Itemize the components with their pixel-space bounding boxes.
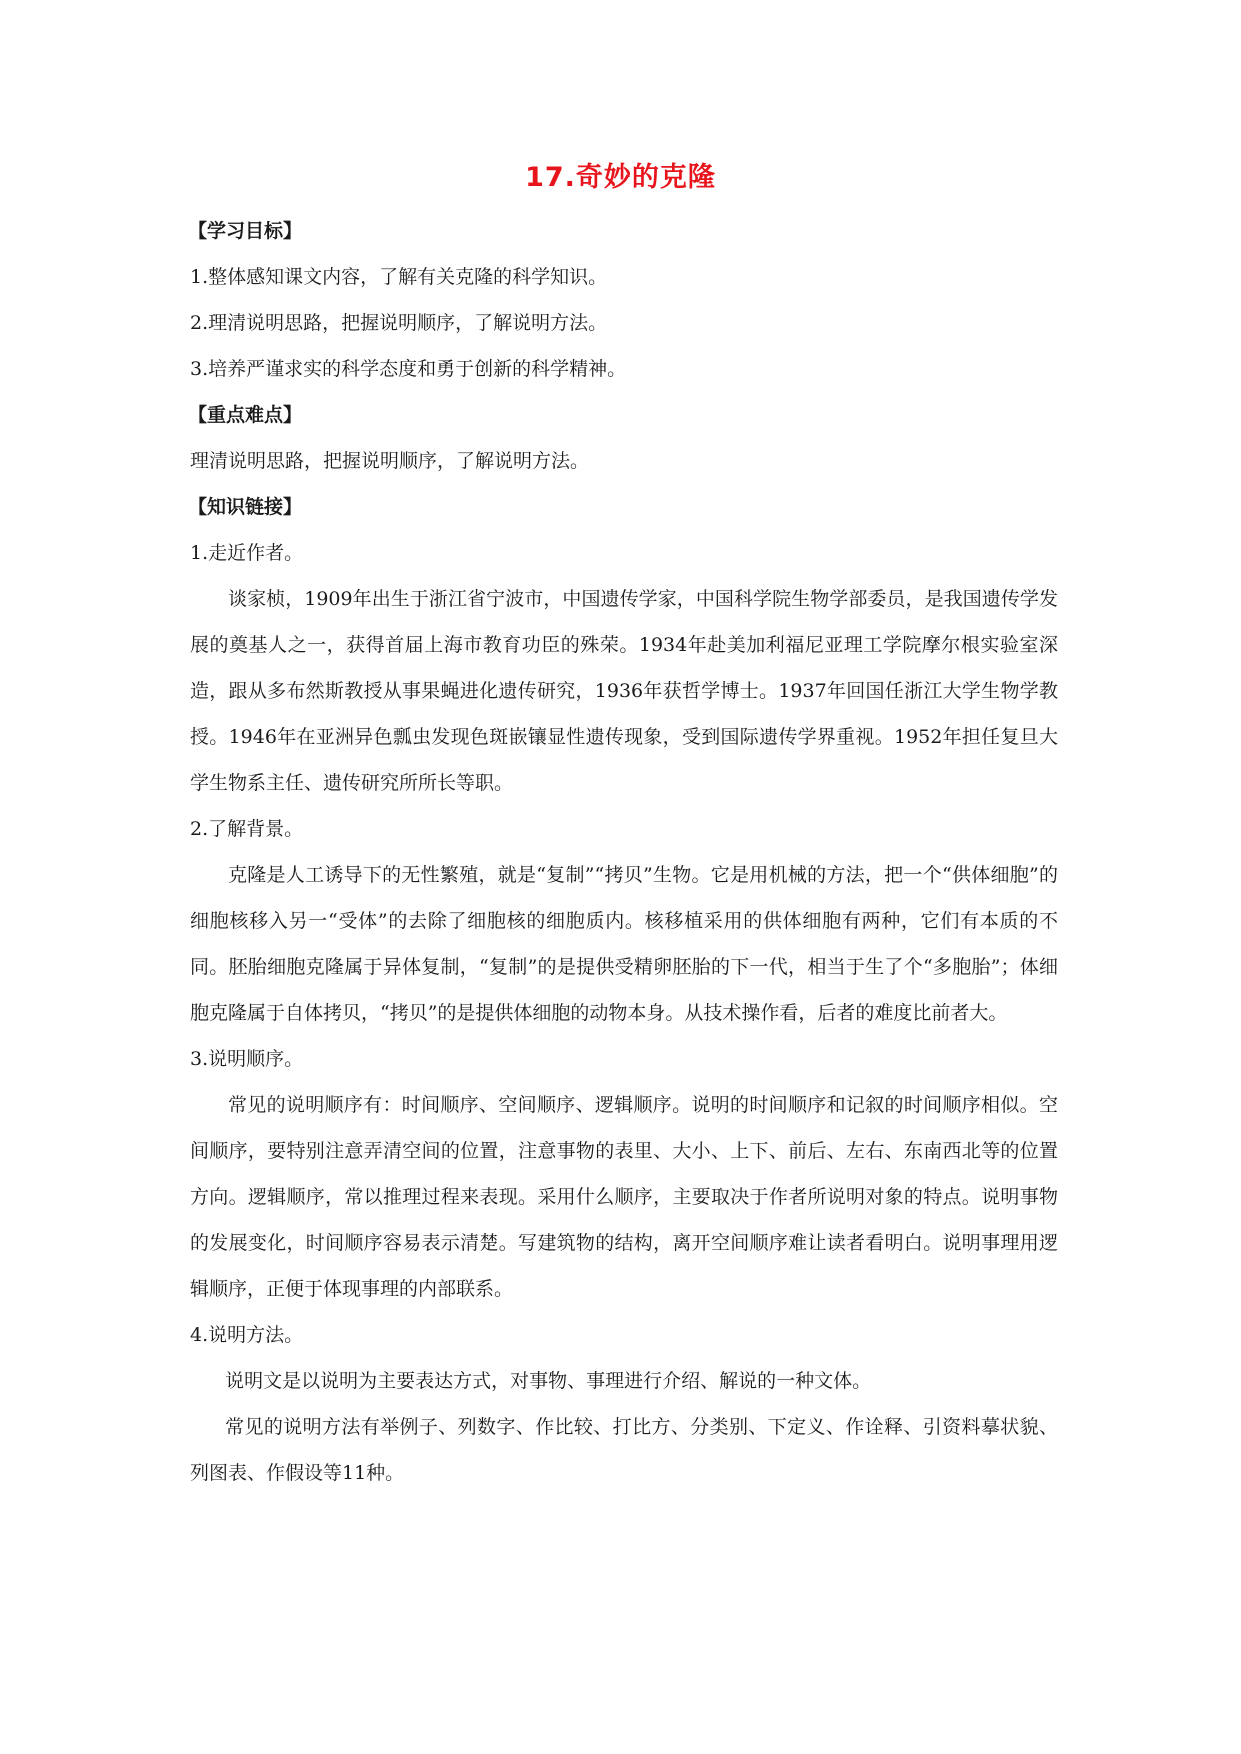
subsection-label-methods: 4.说明方法。 [190, 1324, 304, 1346]
goal-item: 1.整体感知课文内容，了解有关克隆的科学知识。 [190, 266, 608, 288]
document-title: 17.奇妙的克隆 [525, 162, 716, 193]
section-heading-key-points: 【重点难点】 [188, 404, 303, 426]
methods-paragraph-2: 常见的说明方法有举例子、列数字、作比较、打比方、分类别、下定义、作诠释、引资料摹状貌、列图表、作假设等11种。 [190, 1416, 1058, 1484]
section-heading-knowledge: 【知识链接】 [188, 496, 303, 518]
order-paragraph: 常见的说明顺序有：时间顺序、空间顺序、逻辑顺序。说明的时间顺序和记叙的时间顺序相似。空间顺序，要特别注意弄清空间的位置，注意事物的表里、大小、上下、前后、左右、东南西北等的位置方向。逻辑顺序，常以推理过程来表现。采用什么顺序，主要取决于作者所说明对象的特点。说明事物的发展变化，时间顺序容易表示清楚。写建筑物的结构，离开空间顺序难让读者看明白。说明事理用逻辑顺序，正便于体现事理的内部联系。 [190, 1094, 1058, 1300]
background-paragraph: 克隆是人工诱导下的无性繁殖，就是“复制”“拷贝”生物。它是用机械的方法，把一个“供体细胞”的细胞核移入另一“受体”的去除了细胞核的细胞质内。核移植采用的供体细胞有两种，它们有本质的不同。胚胎细胞克隆属于异体复制，“复制”的是提供受精卵胚胎的下一代，相当于生了个“多胞胎”；体细胞克隆属于自体拷贝，“拷贝”的是提供体细胞的动物本身。从技术操作看，后者的难度比前者大。 [190, 864, 1058, 1024]
subsection-label-author: 1.走近作者。 [190, 542, 304, 564]
methods-paragraph-1: 说明文是以说明为主要表达方式，对事物、事理进行介绍、解说的一种文体。 [225, 1370, 872, 1392]
goal-item: 3.培养严谨求实的科学态度和勇于创新的科学精神。 [190, 358, 627, 380]
key-points-text: 理清说明思路，把握说明顺序，了解说明方法。 [190, 450, 590, 472]
subsection-label-order: 3.说明顺序。 [190, 1048, 304, 1070]
section-heading-goals: 【学习目标】 [188, 220, 303, 242]
goal-item: 2.理清说明思路，把握说明顺序，了解说明方法。 [190, 312, 608, 334]
author-paragraph: 谈家桢，1909年出生于浙江省宁波市，中国遗传学家，中国科学院生物学部委员，是我国遗传学发展的奠基人之一，获得首届上海市教育功臣的殊荣。1934年赴美加利福尼亚理工学院摩尔根实验室深造，跟从多布然斯教授从事果蝇进化遗传研究，1936年获哲学博士。1937年回国任浙江大学生物学教授。1946年在亚洲异色瓢虫发现色斑嵌镶显性遗传现象，受到国际遗传学界重视。1952年担任复旦大学生物系主任、遗传研究所所长等职。 [190, 588, 1058, 794]
subsection-label-background: 2.了解背景。 [190, 818, 304, 840]
document-body [190, 208, 1058, 1496]
